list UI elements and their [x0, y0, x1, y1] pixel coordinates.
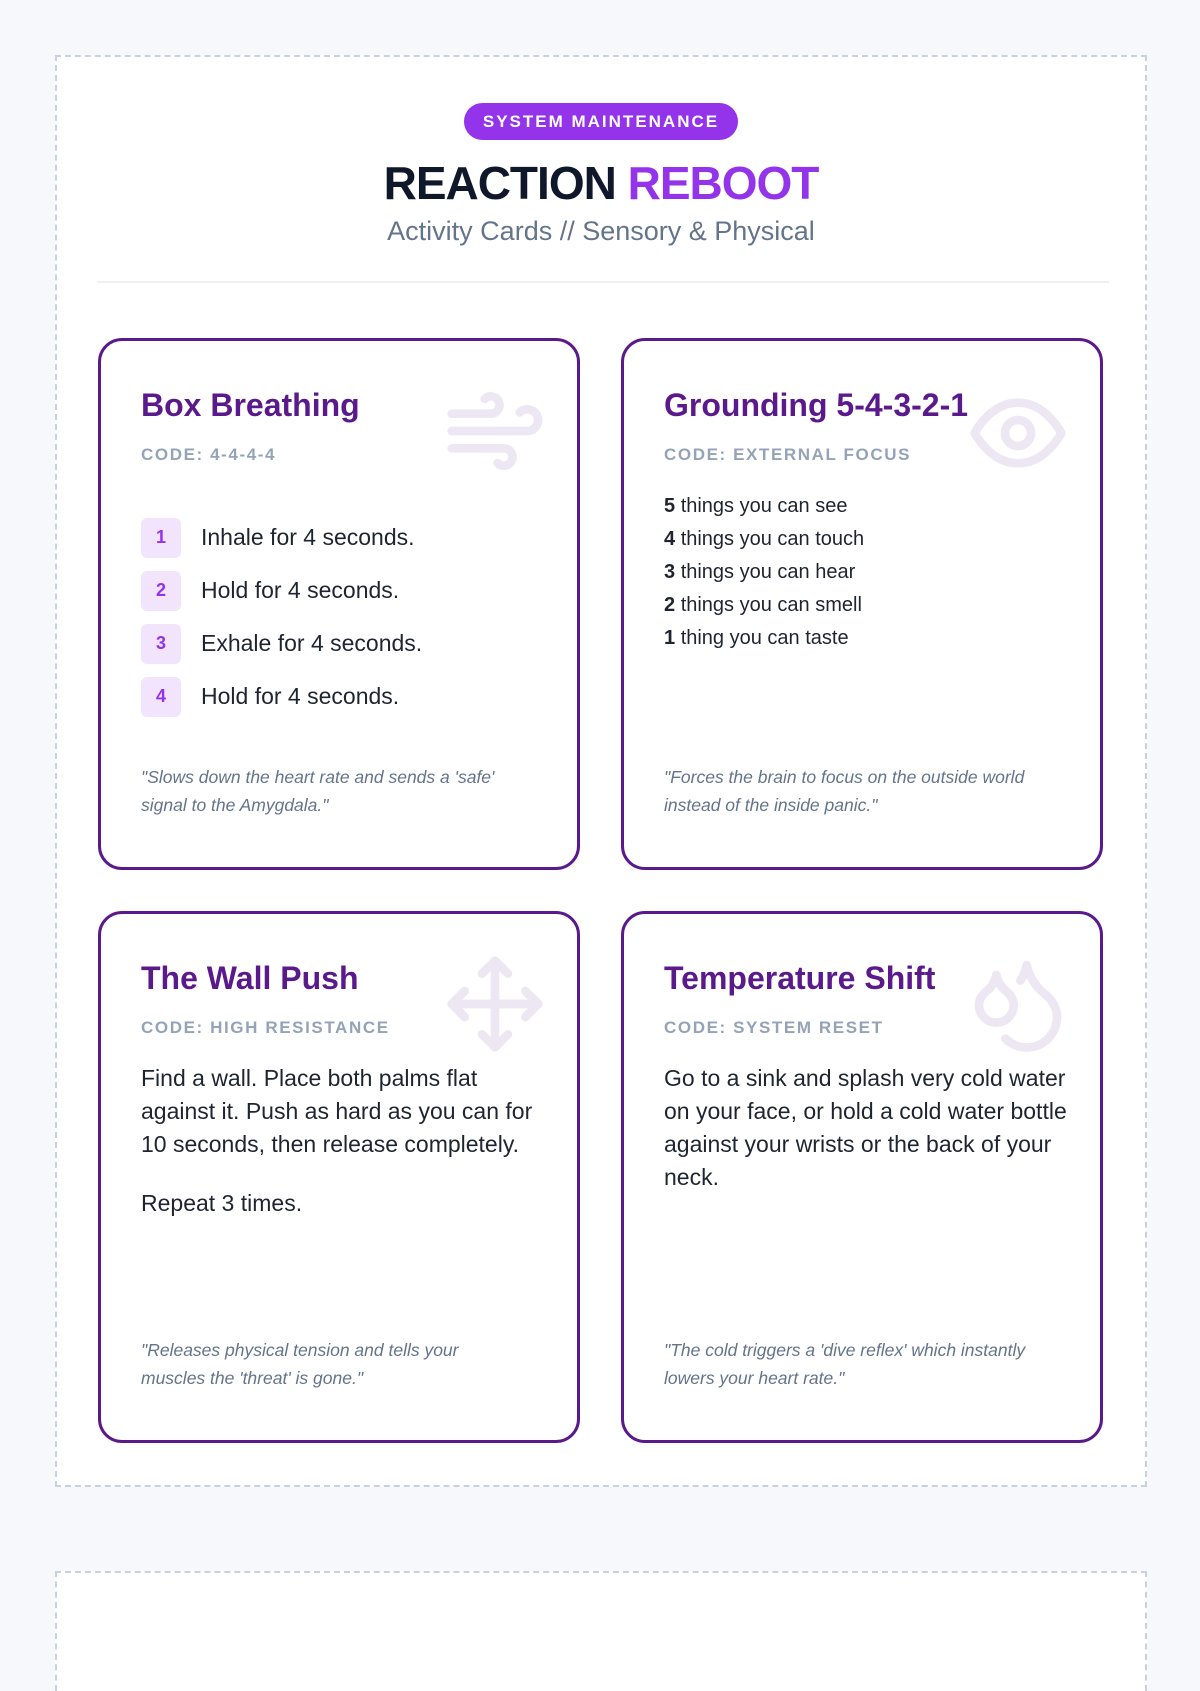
- step-number: 3: [141, 624, 181, 664]
- sense-text: things you can see: [680, 495, 848, 517]
- droplets-icon: [966, 952, 1070, 1056]
- sense-text: things you can hear: [680, 561, 856, 583]
- breathing-steps: [141, 517, 422, 729]
- step-text: Hold for 4 seconds.: [201, 577, 400, 603]
- sense-list: [664, 490, 864, 655]
- card-wall-push: [98, 911, 580, 1443]
- sense-text: things you can smell: [680, 594, 862, 616]
- list-item: [664, 490, 864, 523]
- card-title: The Wall Push: [141, 960, 359, 996]
- eye-icon: [966, 381, 1070, 485]
- card-instructions: [664, 1062, 1074, 1194]
- step-text: Exhale for 4 seconds.: [201, 630, 423, 656]
- step-number: 4: [141, 677, 181, 717]
- activity-card-sheet: [55, 55, 1147, 1487]
- wind-icon: [443, 379, 547, 483]
- sense-count: 5: [664, 495, 676, 517]
- card-quote: "The cold triggers a 'dive reflex' which instantly lowers your heart rate.": [664, 1340, 1026, 1388]
- card-quote: "Releases physical tension and tells your muscles the 'threat' is gone.": [141, 1340, 459, 1388]
- card-code: CODE: SYSTEM RESET: [664, 1018, 884, 1037]
- title-accent: REBOOT: [627, 157, 819, 209]
- list-item: [664, 556, 864, 589]
- instruction-paragraph: Go to a sink and splash very cold water on your face, or hold a cold water bottle against your wrists or the back of your neck.: [664, 1065, 1067, 1190]
- next-card-sheet: [55, 1571, 1147, 1691]
- sense-text: things you can touch: [680, 528, 865, 550]
- sense-text: thing you can taste: [680, 627, 849, 649]
- card-code: CODE: HIGH RESISTANCE: [141, 1018, 390, 1037]
- list-item: [141, 623, 422, 664]
- card-box-breathing: [98, 338, 580, 870]
- step-text: Inhale for 4 seconds.: [201, 524, 415, 550]
- card-instructions: [141, 1062, 551, 1220]
- page-subtitle: Activity Cards // Sensory & Physical: [387, 216, 815, 246]
- card-title: Box Breathing: [141, 387, 360, 423]
- instruction-paragraph: Find a wall. Place both palms flat against it. Push as hard as you can for 10 seconds, then release completely.: [141, 1065, 533, 1157]
- title-main: REACTION: [383, 157, 616, 209]
- page-title: [57, 156, 1145, 210]
- step-number: 1: [141, 518, 181, 558]
- page-header: [57, 103, 1145, 247]
- header-divider: [97, 281, 1109, 283]
- list-item: [141, 570, 422, 611]
- instruction-paragraph: Repeat 3 times.: [141, 1190, 303, 1216]
- move-arrows-icon: [443, 952, 547, 1056]
- list-item: [141, 517, 422, 558]
- card-quote: "Forces the brain to focus on the outside world instead of the inside panic.": [664, 767, 1025, 815]
- card-title: Grounding 5-4-3-2-1: [664, 387, 969, 423]
- card-code: CODE: 4-4-4-4: [141, 445, 277, 464]
- list-item: [664, 589, 864, 622]
- card-quote: "Slows down the heart rate and sends a 'safe' signal to the Amygdala.": [141, 767, 495, 815]
- sense-count: 4: [664, 528, 676, 550]
- card-grounding: [621, 338, 1103, 870]
- sense-count: 2: [664, 594, 676, 616]
- list-item: [664, 523, 864, 556]
- step-number: 2: [141, 571, 181, 611]
- card-temperature-shift: [621, 911, 1103, 1443]
- sense-count: 3: [664, 561, 676, 583]
- card-code: CODE: EXTERNAL FOCUS: [664, 445, 912, 464]
- category-badge: SYSTEM MAINTENANCE: [464, 103, 738, 140]
- list-item: [664, 622, 864, 655]
- list-item: [141, 676, 422, 717]
- sense-count: 1: [664, 627, 676, 649]
- step-text: Hold for 4 seconds.: [201, 683, 400, 709]
- card-title: Temperature Shift: [664, 960, 936, 996]
